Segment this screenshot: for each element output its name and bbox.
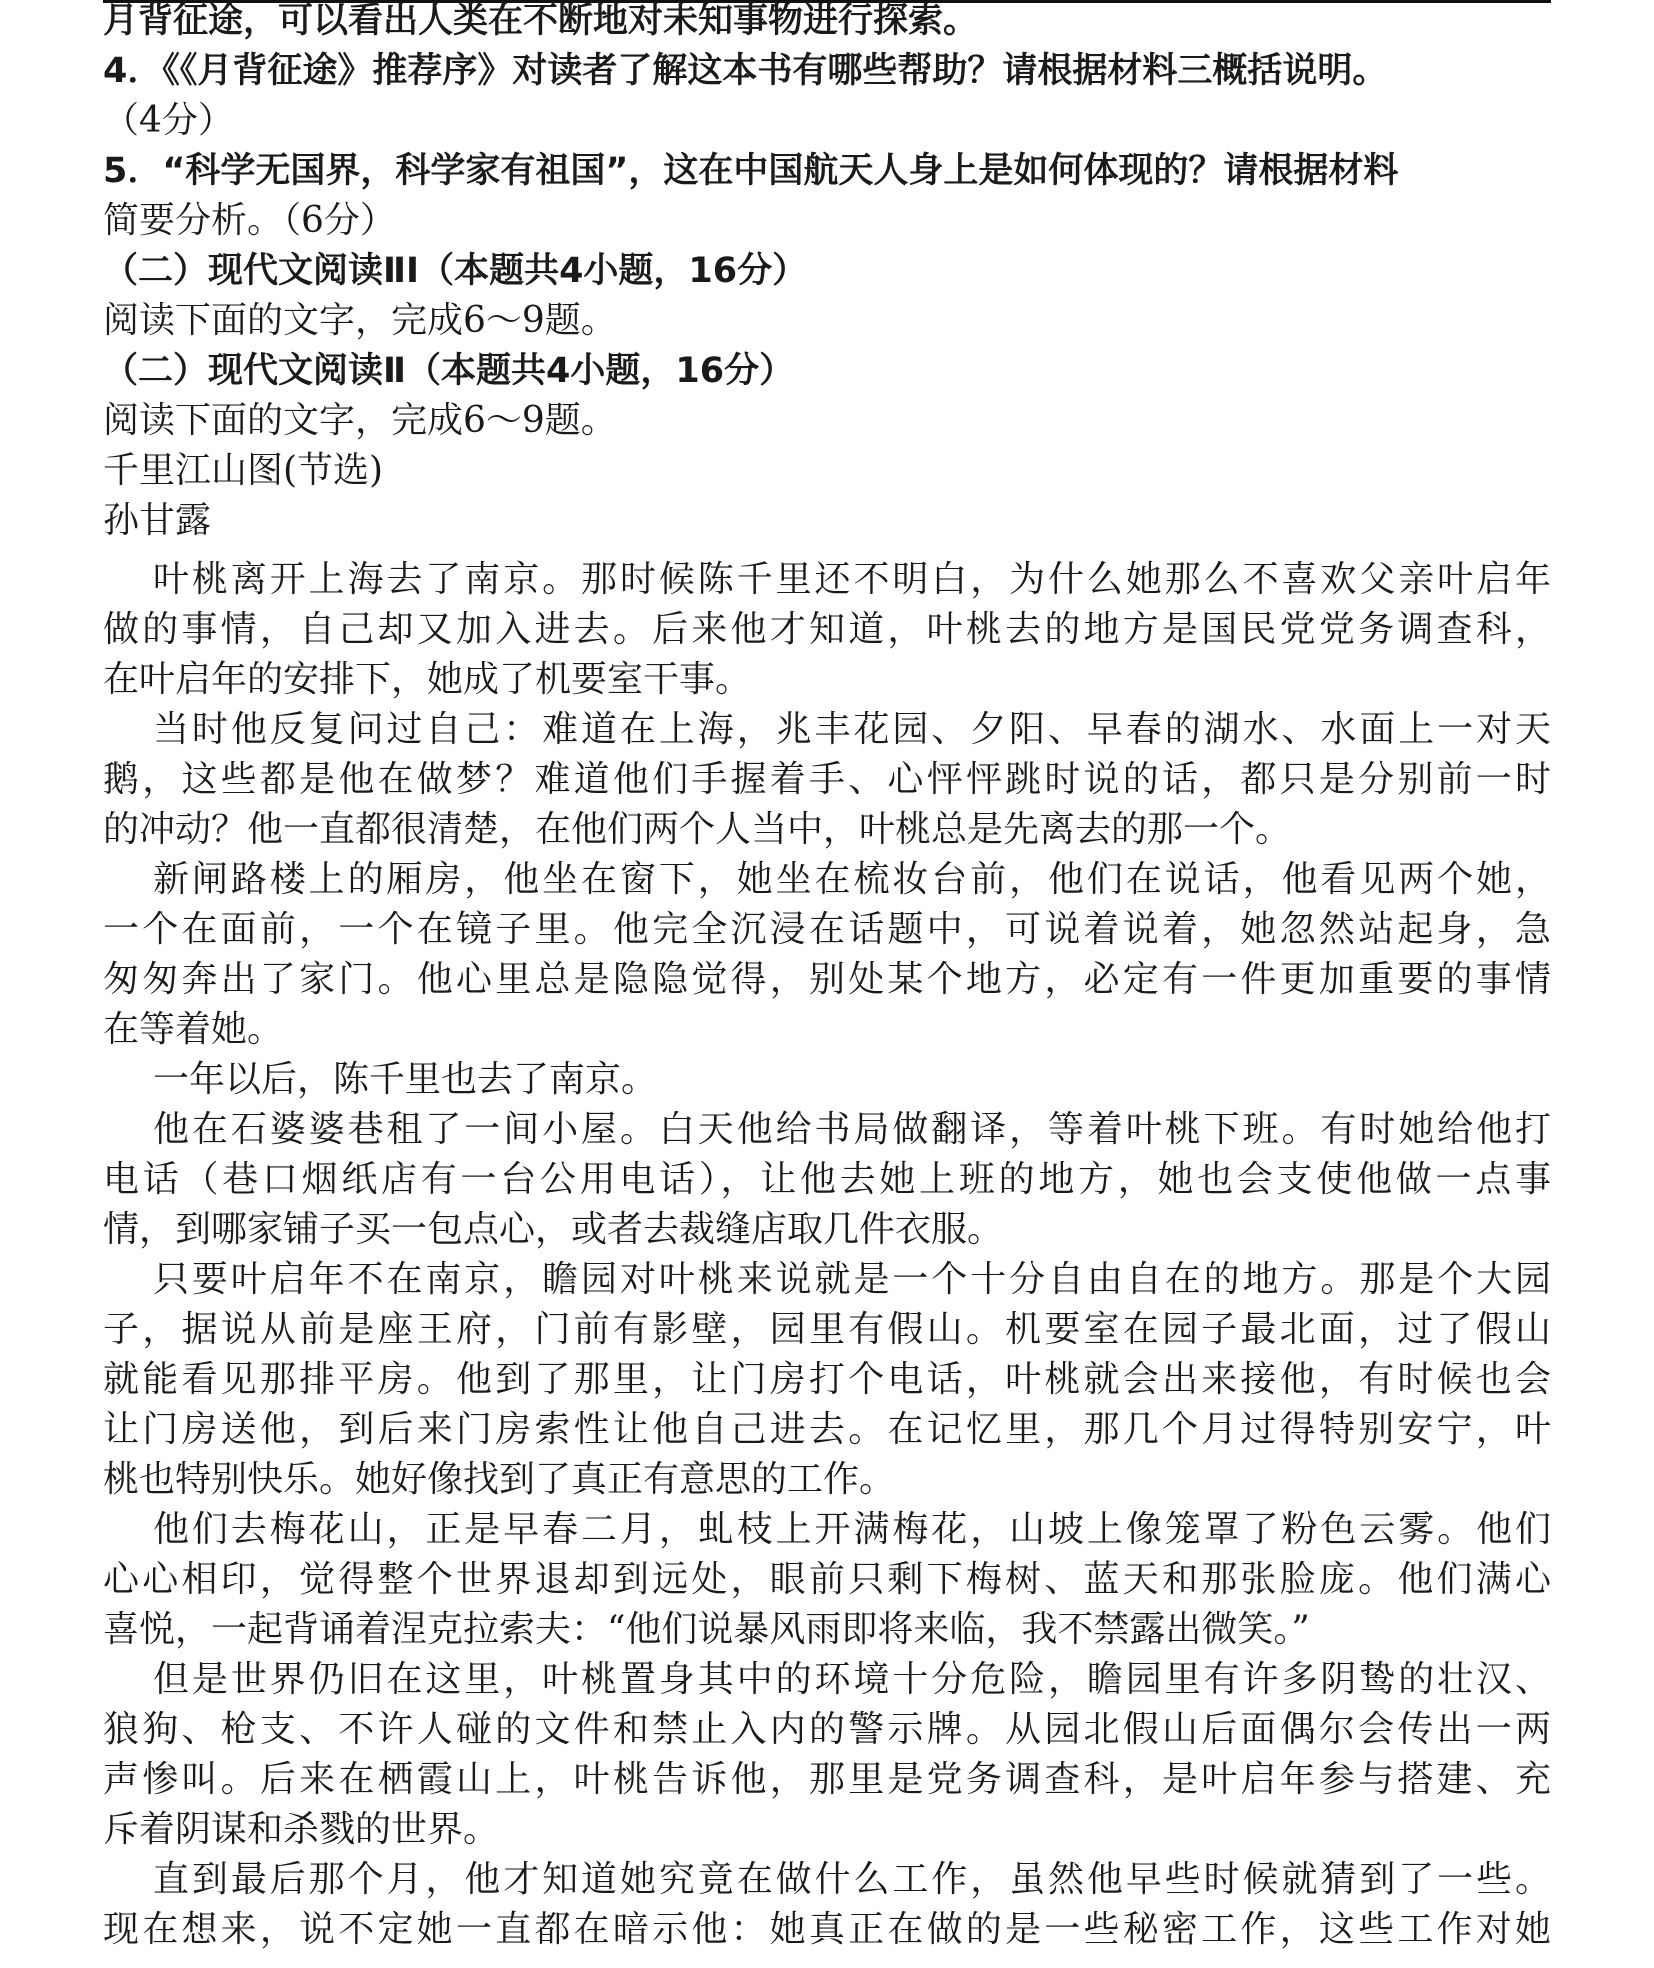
passage-line: 让门房送他，到后来门房索性让他自己进去。在记忆里，那几个月过得特别安宁，叶 — [103, 1409, 1551, 1450]
passage-line: 子，据说从前是座王府，门前有影壁，园里有假山。机要室在园子最北面，过了假山 — [103, 1309, 1551, 1350]
question-5: 5．“科学无国界，科学家有祖国”，这在中国航天人身上是如何体现的？请根据材料 — [103, 151, 1399, 191]
passage-line: 在叶启年的安排下，她成了机要室干事。 — [103, 659, 752, 700]
section-instruction-a: 阅读下面的文字，完成6～9题。 — [103, 300, 617, 341]
passage-line: 喜悦，一起背诵着涅克拉索夫：“他们说暴风雨即将来临，我不禁露出微笑。” — [103, 1609, 1310, 1650]
passage-line: 叶桃离开上海去了南京。那时候陈千里还不明白，为什么她那么不喜欢父亲叶启年 — [153, 559, 1551, 600]
passage-title: 千里江山图(节选) — [103, 450, 384, 491]
passage-line: 他们去梅花山，正是早春二月，虬枝上开满梅花，山坡上像笼罩了粉色云雾。他们 — [153, 1509, 1551, 1550]
section-heading-b: （二）现代文阅读Ⅱ（本题共4小题，16分） — [103, 351, 795, 391]
passage-line: 狼狗、枪支、不许人碰的文件和禁止入内的警示牌。从园北假山后面偶尔会传出一两 — [103, 1709, 1551, 1750]
passage-line: 一年以后，陈千里也去了南京。 — [153, 1059, 658, 1100]
question-4-score: （4分） — [103, 100, 234, 141]
passage-line: 心心相印，觉得整个世界退却到远处，眼前只剩下梅树、蓝天和那张脸庞。他们满心 — [103, 1559, 1551, 1600]
passage-line: 匆匆奔出了家门。他心里总是隐隐觉得，别处某个地方，必定有一件更加重要的事情 — [103, 959, 1551, 1000]
passage-line: 在等着她。 — [103, 1009, 284, 1050]
passage-line: 现在想来，说不定她一直都在暗示他：她真正在做的是一些秘密工作，这些工作对她 — [103, 1909, 1551, 1950]
section-instruction-b: 阅读下面的文字，完成6～9题。 — [103, 400, 617, 441]
section-heading-a: （二）现代文阅读ⅡⅠ（本题共4小题，16分） — [103, 251, 808, 291]
passage-line: 新闸路楼上的厢房，他坐在窗下，她坐在梳妆台前，他们在说话，他看见两个她， — [153, 859, 1551, 900]
passage-line: 斥着阴谋和杀戮的世界。 — [103, 1809, 500, 1850]
passage-line: 就能看见那排平房。他到了那里，让门房打个电话，叶桃就会出来接他，有时候也会 — [103, 1359, 1551, 1400]
passage-line: 只要叶启年不在南京，瞻园对叶桃来说就是一个十分自由自在的地方。那是个大园 — [153, 1259, 1551, 1300]
passage-line: 声惨叫。后来在栖霞山上，叶桃告诉他，那里是党务调查科，是叶启年参与搭建、充 — [103, 1759, 1551, 1800]
passage-line: 直到最后那个月，他才知道她究竟在做什么工作，虽然他早些时候就猜到了一些。 — [153, 1859, 1551, 1900]
question-4: 4．《《月背征途》推荐序》对读者了解这本书有哪些帮助？请根据材料三概括说明。 — [103, 51, 1388, 91]
passage-line: 桃也特别快乐。她好像找到了真正有意思的工作。 — [103, 1459, 896, 1500]
passage-line: 的冲动？他一直都很清楚，在他们两个人当中，叶桃总是先离去的那一个。 — [103, 809, 1292, 850]
passage-line: 但是世界仍旧在这里，叶桃置身其中的环境十分危险，瞻园里有许多阴鸷的壮汉、 — [153, 1659, 1551, 1700]
passage-line: 他在石婆婆巷租了一间小屋。白天他给书局做翻译，等着叶桃下班。有时她给他打 — [153, 1109, 1551, 1150]
question-5-continued: 简要分析。（6分） — [103, 200, 396, 241]
passage-line: 电话（巷口烟纸店有一台公用电话），让他去她上班的地方，她也会支使他做一点事 — [103, 1159, 1551, 1200]
question-3-tail: 月背征途，可以看出人类在不断地对未知事物进行探索。 — [103, 1, 979, 41]
passage-author: 孙甘露 — [103, 500, 212, 541]
passage-line: 鹅，这些都是他在做梦？难道他们手握着手、心怦怦跳时说的话，都只是分别前一时 — [103, 759, 1551, 800]
passage-line: 情，到哪家铺子买一包点心，或者去裁缝店取几件衣服。 — [103, 1209, 1004, 1250]
passage-line: 一个在面前，一个在镜子里。他完全沉浸在话题中，可说着说着，她忽然站起身，急 — [103, 909, 1551, 950]
passage-line: 当时他反复问过自己：难道在上海，兆丰花园、夕阳、早春的湖水、水面上一对天 — [153, 709, 1551, 750]
passage-line: 做的事情，自己却又加入进去。后来他才知道，叶桃去的地方是国民党党务调查科， — [103, 609, 1551, 650]
